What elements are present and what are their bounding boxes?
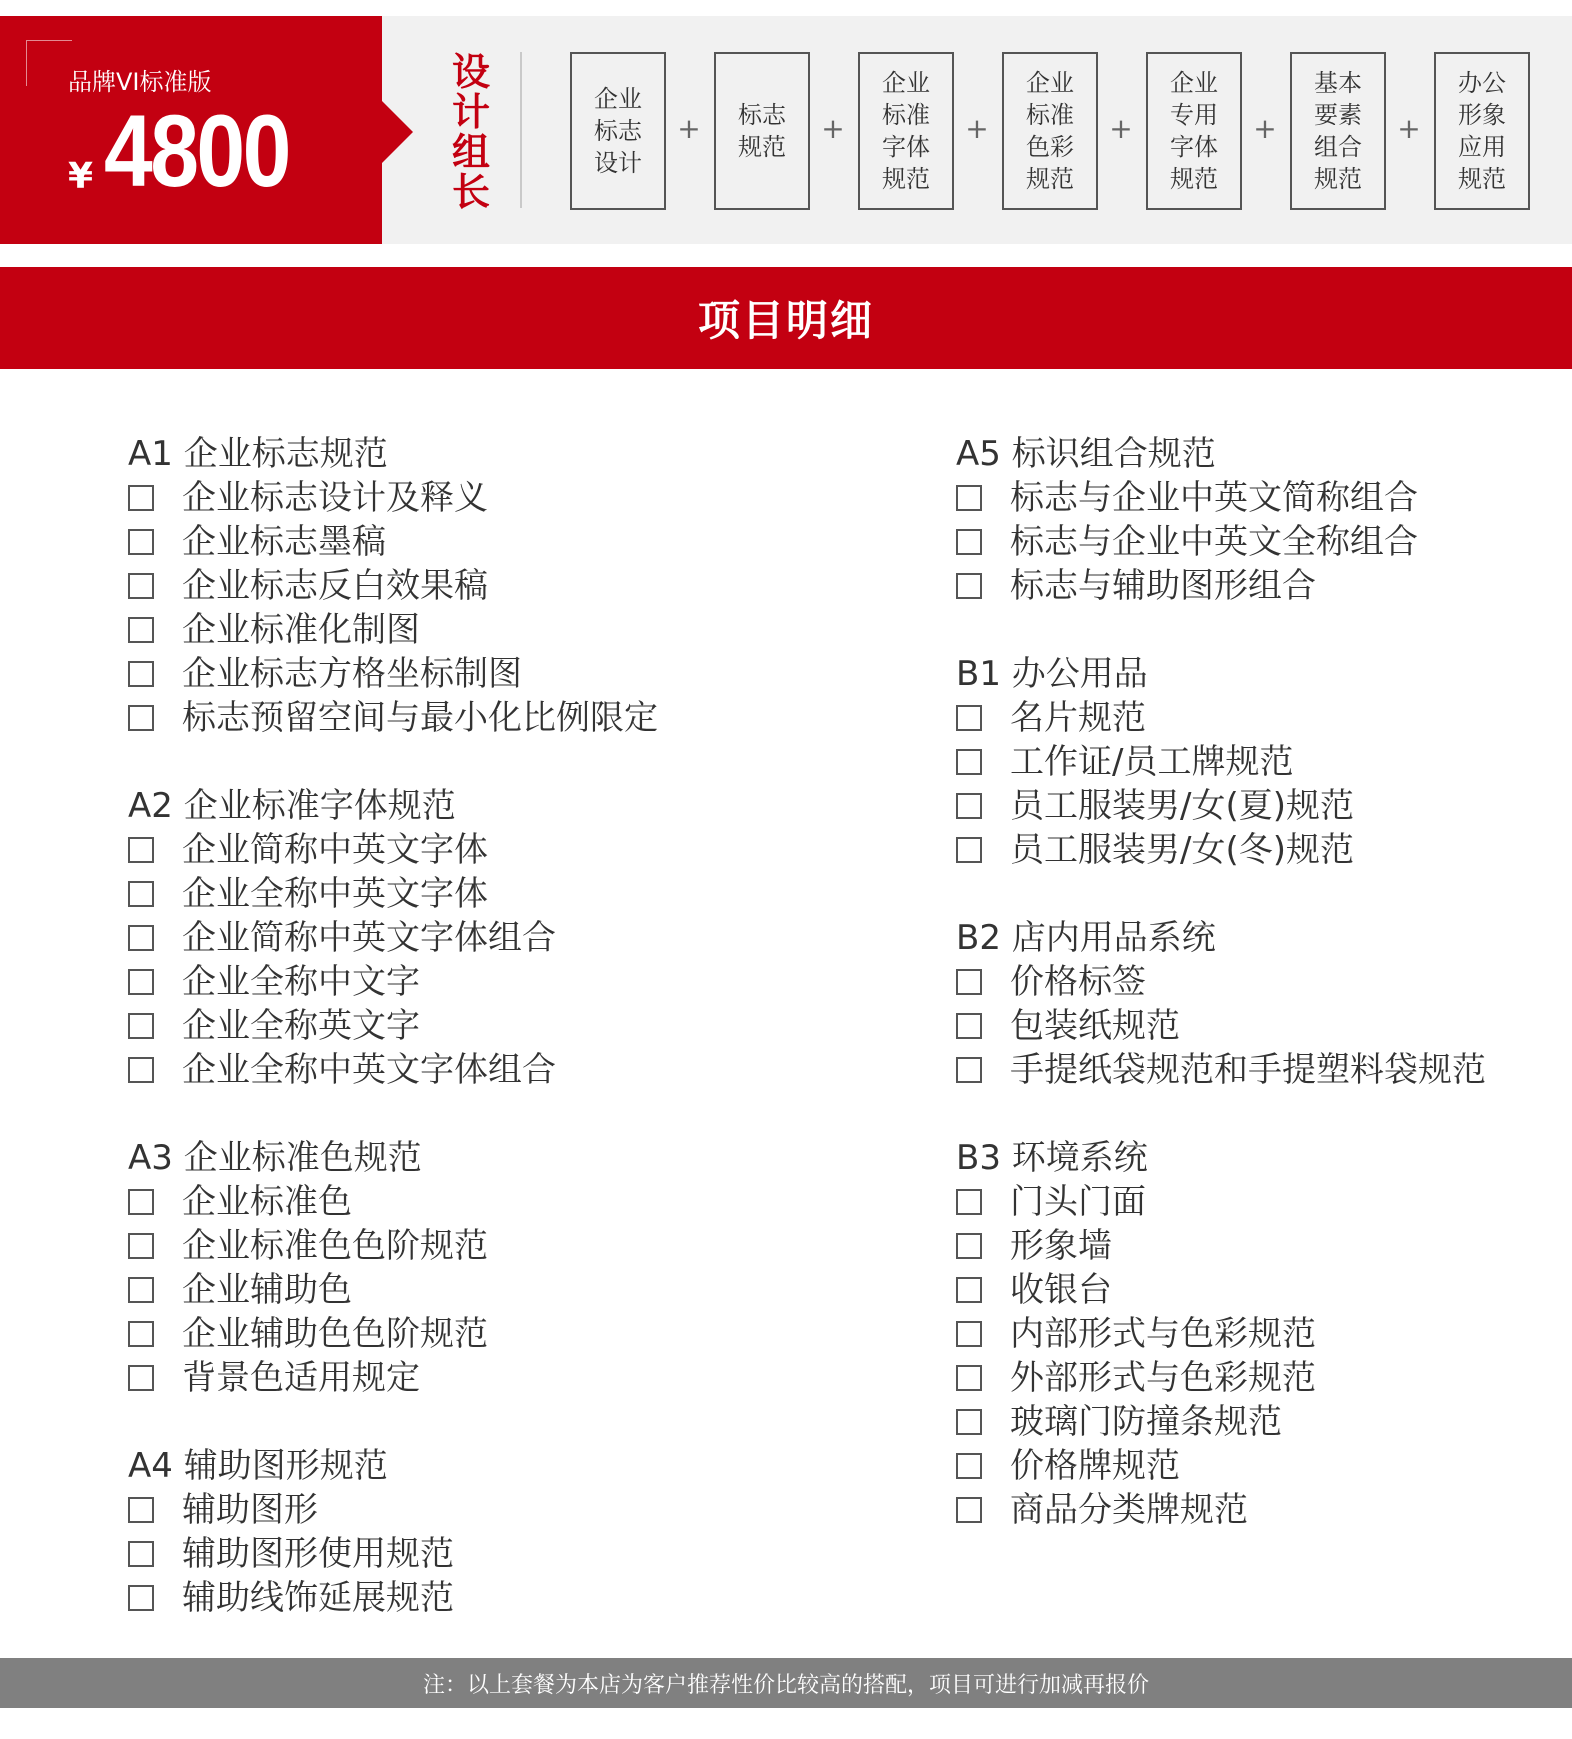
package-item-label: 办公形象应用规范: [1458, 69, 1506, 193]
package-item-office-image: [1434, 52, 1530, 210]
plus-icon: +: [677, 112, 701, 145]
list-item[interactable]: [128, 652, 888, 696]
list-item[interactable]: [956, 828, 1556, 872]
list-item[interactable]: [956, 1356, 1556, 1400]
checkbox[interactable]: [128, 1057, 154, 1083]
list-item[interactable]: [956, 1400, 1556, 1444]
item-label: 企业全称中英文字体: [182, 874, 488, 914]
item-label: 企业标志设计及释义: [182, 478, 488, 518]
list-item[interactable]: [128, 1532, 888, 1576]
plus-icon: +: [1253, 112, 1277, 145]
list-item[interactable]: [956, 520, 1556, 564]
plus-icon: +: [821, 112, 845, 145]
group-a4: [128, 1444, 888, 1620]
checkbox[interactable]: [956, 969, 982, 995]
checkbox[interactable]: [128, 661, 154, 687]
checkbox[interactable]: [956, 1453, 982, 1479]
group-a3: [128, 1136, 888, 1400]
checkbox[interactable]: [128, 881, 154, 907]
checkbox[interactable]: [128, 485, 154, 511]
group-title: A1 企业标志规范: [128, 434, 388, 474]
list-item[interactable]: [128, 960, 888, 1004]
item-label: 玻璃门防撞条规范: [1010, 1402, 1282, 1442]
vertical-divider: [520, 52, 522, 208]
package-item-label: 企业专用字体规范: [1170, 69, 1218, 193]
package-item-label: 基本要素组合规范: [1314, 69, 1362, 193]
list-item[interactable]: [128, 520, 888, 564]
item-label: 商品分类牌规范: [1010, 1490, 1248, 1530]
checkbox[interactable]: [128, 1189, 154, 1215]
checkbox[interactable]: [956, 1365, 982, 1391]
item-label: 辅助线饰延展规范: [182, 1578, 454, 1618]
items-column-right: [956, 432, 1556, 1576]
item-label: 企业辅助色色阶规范: [182, 1314, 488, 1354]
checkbox[interactable]: [128, 1365, 154, 1391]
checkbox[interactable]: [128, 925, 154, 951]
group-a5: [956, 432, 1556, 608]
item-label: 企业全称中英文字体组合: [182, 1050, 556, 1090]
list-item[interactable]: [128, 1356, 888, 1400]
group-title: A3 企业标准色规范: [128, 1138, 422, 1178]
package-item-font-standard: [858, 52, 954, 210]
list-item[interactable]: [128, 1312, 888, 1356]
item-label: 标志与企业中英文全称组合: [1010, 522, 1418, 562]
item-label: 企业标志反白效果稿: [182, 566, 488, 606]
corner-accent: [26, 40, 27, 86]
item-label: 企业标准色: [182, 1182, 352, 1222]
list-item[interactable]: [128, 916, 888, 960]
item-label: 员工服装男/女(冬)规范: [1010, 830, 1354, 870]
checkbox[interactable]: [956, 529, 982, 555]
item-label: 外部形式与色彩规范: [1010, 1358, 1316, 1398]
item-label: 价格标签: [1010, 962, 1146, 1002]
price-value: 4800: [104, 94, 289, 208]
package-item-label: 企业标准色彩规范: [1026, 69, 1074, 193]
checkbox[interactable]: [128, 705, 154, 731]
group-title: B2 店内用品系统: [956, 918, 1216, 958]
list-item[interactable]: [956, 1488, 1556, 1532]
item-label: 企业辅助色: [182, 1270, 352, 1310]
item-label: 企业简称中英文字体: [182, 830, 488, 870]
list-item[interactable]: [956, 1268, 1556, 1312]
checkbox[interactable]: [956, 573, 982, 599]
checkbox[interactable]: [128, 1321, 154, 1347]
package-item-dedicated-font: [1146, 52, 1242, 210]
package-item-label: 标志规范: [738, 101, 786, 161]
checkbox[interactable]: [956, 1277, 982, 1303]
group-a1: [128, 432, 888, 740]
item-label: 内部形式与色彩规范: [1010, 1314, 1316, 1354]
group-b3: [956, 1136, 1556, 1532]
group-a2: [128, 784, 888, 1092]
group-title: A2 企业标准字体规范: [128, 786, 456, 826]
corner-accent: [26, 40, 72, 41]
checkbox[interactable]: [956, 1057, 982, 1083]
item-label: 包装纸规范: [1010, 1006, 1180, 1046]
checkbox[interactable]: [128, 837, 154, 863]
item-label: 门头门面: [1010, 1182, 1146, 1222]
checkbox[interactable]: [128, 617, 154, 643]
plus-icon: +: [965, 112, 989, 145]
item-label: 企业全称中文字: [182, 962, 420, 1002]
list-item[interactable]: [128, 608, 888, 652]
item-label: 名片规范: [1010, 698, 1146, 738]
package-item-label: 企业标准字体规范: [882, 69, 930, 193]
list-item[interactable]: [128, 828, 888, 872]
item-label: 价格牌规范: [1010, 1446, 1180, 1486]
package-item-element-combination: [1290, 52, 1386, 210]
group-title: B3 环境系统: [956, 1138, 1148, 1178]
group-title: A4 辅助图形规范: [128, 1446, 388, 1486]
checkbox[interactable]: [956, 1189, 982, 1215]
list-item[interactable]: [956, 960, 1556, 1004]
checkbox[interactable]: [956, 1497, 982, 1523]
footer-note: 注：以上套餐为本店为客户推荐性价比较高的搭配，项目可进行加减再报价: [422, 1672, 1149, 1698]
checkbox[interactable]: [956, 793, 982, 819]
plus-icon: +: [1397, 112, 1421, 145]
list-item[interactable]: [128, 1180, 888, 1224]
package-item-logo-design: [570, 52, 666, 210]
list-item[interactable]: [128, 564, 888, 608]
list-item[interactable]: [956, 1444, 1556, 1488]
package-item-logo-standard: [714, 52, 810, 210]
checkbox[interactable]: [128, 1585, 154, 1611]
checkbox[interactable]: [956, 1409, 982, 1435]
item-label: 企业全称英文字: [182, 1006, 420, 1046]
currency-symbol: ¥: [68, 156, 94, 197]
list-item[interactable]: [956, 1224, 1556, 1268]
checkbox[interactable]: [128, 1233, 154, 1259]
list-item[interactable]: [956, 784, 1556, 828]
list-item[interactable]: [956, 476, 1556, 520]
checkbox[interactable]: [956, 1321, 982, 1347]
item-label: 手提纸袋规范和手提塑料袋规范: [1010, 1050, 1486, 1090]
edition-label: 品牌VI标准版: [68, 68, 212, 96]
group-b1: [956, 652, 1556, 872]
item-label: 收银台: [1010, 1270, 1112, 1310]
list-item[interactable]: [128, 696, 888, 740]
checkbox[interactable]: [128, 969, 154, 995]
item-label: 背景色适用规定: [182, 1358, 420, 1398]
list-item[interactable]: [956, 1004, 1556, 1048]
list-item[interactable]: [128, 1488, 888, 1532]
list-item[interactable]: [128, 1048, 888, 1092]
package-item-label: 企业标志设计: [594, 85, 642, 177]
list-item[interactable]: [956, 740, 1556, 784]
list-item[interactable]: [128, 1004, 888, 1048]
checkbox[interactable]: [956, 749, 982, 775]
list-item[interactable]: [128, 1224, 888, 1268]
item-label: 企业标准色色阶规范: [182, 1226, 488, 1266]
checkbox[interactable]: [128, 573, 154, 599]
list-item[interactable]: [956, 1048, 1556, 1092]
item-label: 企业标志墨稿: [182, 522, 386, 562]
section-title: 项目明细: [697, 296, 874, 345]
list-item[interactable]: [956, 564, 1556, 608]
section-header: [0, 267, 1572, 369]
item-label: 标志与辅助图形组合: [1010, 566, 1316, 606]
group-b2: [956, 916, 1556, 1092]
item-label: 企业标志方格坐标制图: [182, 654, 522, 694]
item-label: 辅助图形: [182, 1490, 318, 1530]
item-label: 员工服装男/女(夏)规范: [1010, 786, 1354, 826]
list-item[interactable]: [956, 1180, 1556, 1224]
package-item-color-standard: [1002, 52, 1098, 210]
checkbox[interactable]: [128, 1013, 154, 1039]
item-label: 形象墙: [1010, 1226, 1112, 1266]
checkbox[interactable]: [128, 1277, 154, 1303]
item-label: 工作证/员工牌规范: [1010, 742, 1294, 782]
item-label: 辅助图形使用规范: [182, 1534, 454, 1574]
checkbox[interactable]: [128, 1541, 154, 1567]
list-item[interactable]: [128, 872, 888, 916]
price-arrow-pointer: [381, 100, 413, 164]
checkbox[interactable]: [956, 1233, 982, 1259]
list-item[interactable]: [128, 476, 888, 520]
item-label: 企业标准化制图: [182, 610, 420, 650]
items-column-left: [128, 432, 888, 1664]
item-label: 标志与企业中英文简称组合: [1010, 478, 1418, 518]
list-item[interactable]: [128, 1576, 888, 1620]
item-label: 标志预留空间与最小化比例限定: [182, 698, 658, 738]
group-title: A5 标识组合规范: [956, 434, 1216, 474]
design-team-label: 设计组长: [451, 50, 490, 214]
list-item[interactable]: [956, 1312, 1556, 1356]
plus-icon: +: [1109, 112, 1133, 145]
checkbox[interactable]: [956, 705, 982, 731]
checkbox[interactable]: [956, 485, 982, 511]
checkbox[interactable]: [956, 1013, 982, 1039]
list-item[interactable]: [956, 696, 1556, 740]
checkbox[interactable]: [956, 837, 982, 863]
group-title: B1 办公用品: [956, 654, 1148, 694]
checkbox[interactable]: [128, 529, 154, 555]
item-label: 企业简称中英文字体组合: [182, 918, 556, 958]
list-item[interactable]: [128, 1268, 888, 1312]
footer-bar: [0, 1658, 1572, 1708]
checkbox[interactable]: [128, 1497, 154, 1523]
